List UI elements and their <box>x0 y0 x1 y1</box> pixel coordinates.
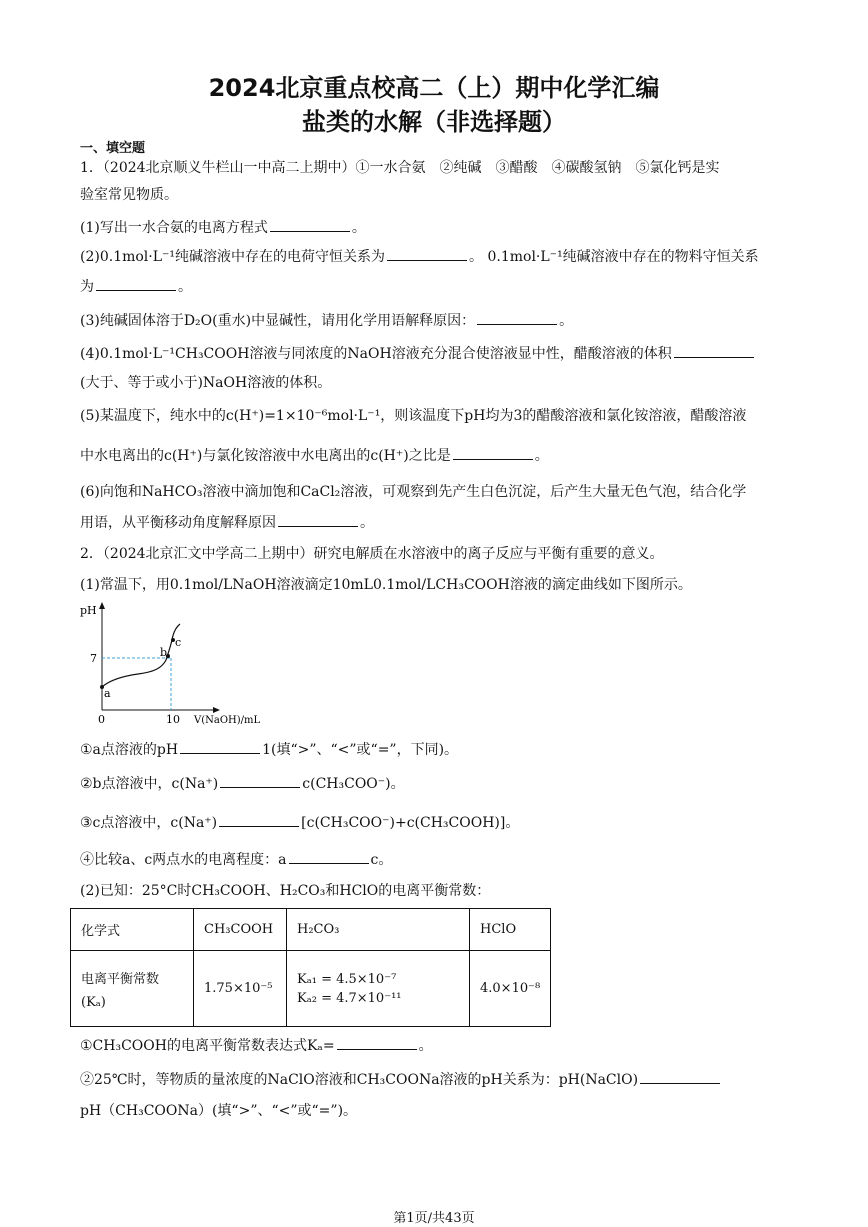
q1-part3-text: (3)纯碱固体溶于D₂O(重水)中显碱性，请用化学用语解释原因： <box>80 313 476 329</box>
answer-blank[interactable] <box>453 447 533 460</box>
q1-part2-text: (2)0.1mol·L⁻¹纯碱溶液中存在的电荷守恒关系为 <box>80 249 386 265</box>
q1-part6-cont-text: 用语，从平衡移动角度解释原因 <box>80 515 276 531</box>
q1-part5: (5)某温度下，纯水中的c(H⁺)=1×10⁻⁶mol·L⁻¹，则该温度下pH均为3的醋酸溶液和氯化铵溶液，醋酸溶液 <box>80 408 747 424</box>
graph-ylabel: pH <box>80 604 97 617</box>
answer-blank[interactable] <box>220 775 300 788</box>
graph-y7-tick: 7 <box>90 652 97 665</box>
answer-blank[interactable] <box>96 278 176 291</box>
q2-part2-sub2-cont: pH（CH₃COONa）(填“>”、“<”或“=”)。 <box>80 1103 358 1119</box>
q1-part4-cont: (大于、等于或小于)NaOH溶液的体积。 <box>80 375 332 391</box>
q2-sub3-text: ③c点溶液中，c(Na⁺) <box>80 815 218 831</box>
row-label-line2: (Kₐ) <box>81 994 106 1010</box>
section-heading: 一、填空题 <box>80 141 146 156</box>
q1-part2-cont-text: 为 <box>80 279 94 295</box>
q1-part2-cont: 为 。 <box>80 279 192 295</box>
q2-part1: (1)常温下，用0.1mol/LNaOH溶液滴定10mL0.1mol/LCH₃COOH溶液的滴定曲线如下图所示。 <box>80 577 692 593</box>
q1-part5-cont: 中水电离出的c(H⁺)与氯化铵溶液中水电离出的c(H⁺)之比是 。 <box>80 448 549 464</box>
table-header: H₂CO₃ <box>287 909 470 951</box>
graph-x0-tick: 0 <box>98 713 105 726</box>
graph-point-b: b <box>160 646 168 659</box>
ka2-value: Kₐ₂ = 4.7×10⁻¹¹ <box>297 990 402 1006</box>
q2-sub2 <box>80 773 405 793</box>
q2-sub2-text: ②b点溶液中，c(Na⁺) <box>80 776 219 792</box>
q2-sub4-text-b: c。 <box>370 852 393 868</box>
q1-part3: (3)纯碱固体溶于D₂O(重水)中显碱性，请用化学用语解释原因： 。 <box>80 313 574 329</box>
q2-sub2-text-b: c(CH₃COO⁻)。 <box>302 776 405 792</box>
q2-part2: (2)已知：25°C时CH₃COOH、H₂CO₃和HClO的电离平衡常数： <box>80 883 491 899</box>
answer-blank[interactable] <box>278 514 358 527</box>
ka1-value: Kₐ₁ = 4.5×10⁻⁷ <box>297 971 397 987</box>
q1-part1-text: (1)写出一水合氨的电离方程式 <box>80 220 268 236</box>
q2-sub1 <box>80 739 458 759</box>
graph-point-c: c <box>175 636 182 649</box>
answer-blank[interactable] <box>337 1037 417 1050</box>
q2-part2-sub1-text: ①CH₃COOH的电离平衡常数表达式Kₐ= <box>80 1038 335 1054</box>
answer-blank[interactable] <box>674 345 754 358</box>
row-label-line1: 电离平衡常数 <box>81 971 160 987</box>
q1-part5-cont-text: 中水电离出的c(H⁺)与氯化铵溶液中水电离出的c(H⁺)之比是 <box>80 448 451 464</box>
table-header: HClO <box>470 909 551 951</box>
q1-part2: (2)0.1mol·L⁻¹纯碱溶液中存在的电荷守恒关系为 。 0.1mol·L⁻¹纯碱溶液中存在的物料守恒关系 <box>80 249 759 265</box>
document-subtitle: 盐类的水解（非选择题） <box>302 108 566 136</box>
q1-part6-cont: 用语，从平衡移动角度解释原因 。 <box>80 515 374 531</box>
table-cell: 1.75×10⁻⁵ <box>194 951 287 1027</box>
q1-stem: 1．（2024北京顺义牛栏山一中高二上期中）①一水合氨 ②纯碱 ③醋酸 ④碳酸氢钠 ⑤氯化钙是实 <box>80 160 720 176</box>
graph-x10-tick: 10 <box>166 713 180 726</box>
q1-part2-text-b: 0.1mol·L⁻¹纯碱溶液中存在的物料守恒关系 <box>487 249 759 265</box>
q1-part4-text: (4)0.1mol·L⁻¹CH₃COOH溶液与同浓度的NaOH溶液充分混合使溶液显中性，醋酸溶液的体积 <box>80 346 672 362</box>
table-cell: 4.0×10⁻⁸ <box>470 951 551 1027</box>
answer-blank[interactable] <box>640 1071 720 1084</box>
graph-xlabel: V(NaOH)/mL <box>194 715 261 726</box>
q1-part6: (6)向饱和NaHCO₃溶液中滴加饱和CaCl₂溶液，可观察到先产生白色沉淀，后产生大量无色气泡，结合化学 <box>80 484 747 500</box>
q2-sub4-text: ④比较a、c两点水的电离程度：a <box>80 852 287 868</box>
page-footer: 第1页/共43页 <box>393 1211 475 1226</box>
q2-sub1-text: ①a点溶液的pH <box>80 742 179 758</box>
answer-blank[interactable] <box>289 851 369 864</box>
answer-blank[interactable] <box>270 219 350 232</box>
titration-curve-graph <box>76 600 276 728</box>
q2-part2-sub2 <box>80 1069 722 1089</box>
table-header: 化学式 <box>71 909 194 951</box>
ionization-constant-table <box>70 908 551 1027</box>
graph-point-a: a <box>104 687 111 700</box>
document-title: 2024北京重点校高二（上）期中化学汇编 <box>208 74 660 102</box>
answer-blank[interactable] <box>219 814 299 827</box>
answer-blank[interactable] <box>387 248 467 261</box>
q2-sub1-text-b: 1(填“>”、“<”或“=”，下同)。 <box>262 742 459 758</box>
q1-stem-cont: 验室常见物质。 <box>80 187 178 203</box>
q1-part1: (1)写出一水合氨的电离方程式 。 <box>80 220 366 236</box>
table-cell <box>287 951 470 1027</box>
table-row-label <box>71 951 194 1027</box>
q2-part2-sub2-text: ②25℃时，等物质的量浓度的NaClO溶液和CH₃COONa溶液的pH关系为：pH(NaClO) <box>80 1072 639 1088</box>
table-header: CH₃COOH <box>194 909 287 951</box>
q2-sub3 <box>80 812 519 832</box>
q2-part2-sub1: ①CH₃COOH的电离平衡常数表达式Kₐ= 。 <box>80 1038 433 1054</box>
q2-stem: 2．（2024北京汇文中学高二上期中）研究电解质在水溶液中的离子反应与平衡有重要的意义。 <box>80 546 664 562</box>
answer-blank[interactable] <box>180 741 260 754</box>
q2-sub3-text-b: [c(CH₃COO⁻)+c(CH₃COOH)]。 <box>301 815 520 831</box>
answer-blank[interactable] <box>477 312 557 325</box>
q1-part4 <box>80 343 756 363</box>
q2-sub4 <box>80 849 392 869</box>
